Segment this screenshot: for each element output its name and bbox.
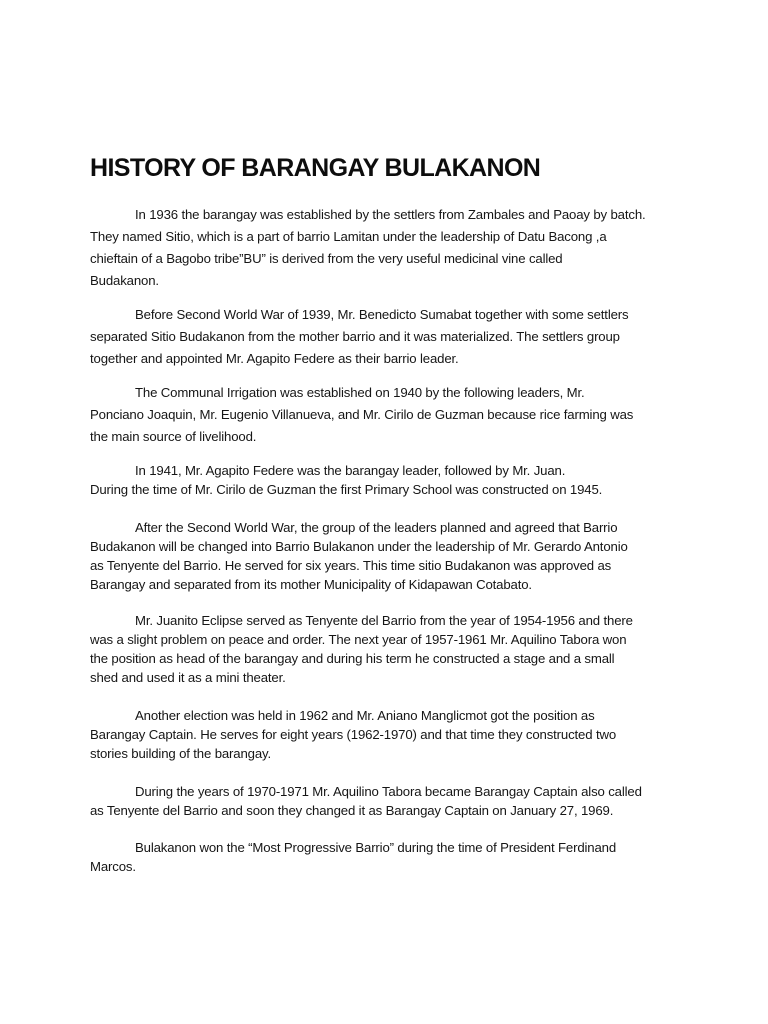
paragraph-post-war-renaming bbox=[90, 518, 690, 594]
paragraph-line: They named Sitio, which is a part of barrio Lamitan under the leadership of Datu Bacong ,a bbox=[90, 229, 607, 244]
paragraph-1970-1971-captain bbox=[90, 782, 690, 820]
paragraph-line: In 1941, Mr. Agapito Federe was the barangay leader, followed by Mr. Juan. bbox=[135, 463, 566, 478]
paragraph-most-progressive-barrio bbox=[90, 838, 690, 876]
paragraph-1962-election bbox=[90, 706, 690, 763]
paragraph-line: After the Second World War, the group of the leaders planned and agreed that Barrio bbox=[135, 520, 618, 535]
paragraph-line: was a slight problem on peace and order. The next year of 1957-1961 Mr. Aquilino Tabora won bbox=[90, 632, 627, 647]
paragraph-sitio-separation bbox=[90, 304, 690, 370]
paragraph-line: Ponciano Joaquin, Mr. Eugenio Villanueva, and Mr. Cirilo de Guzman because rice farming was bbox=[90, 407, 634, 422]
paragraph-line: Another election was held in 1962 and Mr. Aniano Manglicmot got the position as bbox=[135, 708, 595, 723]
paragraph-1941-leaders bbox=[90, 461, 690, 499]
paragraph-line: Budakanon will be changed into Barrio Bulakanon under the leadership of Mr. Gerardo Antonio bbox=[90, 539, 628, 554]
paragraph-line: Bulakanon won the “Most Progressive Barrio” during the time of President Ferdinand bbox=[135, 840, 617, 855]
paragraph-line: Marcos. bbox=[90, 859, 136, 874]
paragraph-line: Barangay Captain. He serves for eight years (1962-1970) and that time they constructed two bbox=[90, 727, 617, 742]
paragraph-line: During the time of Mr. Cirilo de Guzman the first Primary School was constructed on 1945. bbox=[90, 482, 603, 497]
paragraph-line: as Tenyente del Barrio and soon they changed it as Barangay Captain on January 27, 1969. bbox=[90, 803, 614, 818]
paragraph-line: chieftain of a Bagobo tribe”BU” is derived from the very useful medicinal vine called bbox=[90, 251, 563, 266]
paragraph-line: separated Sitio Budakanon from the mother barrio and it was materialized. The settlers group bbox=[90, 329, 620, 344]
paragraph-line: In 1936 the barangay was established by the settlers from Zambales and Paoay by batch. bbox=[135, 207, 646, 222]
paragraph-line: Barangay and separated from its mother Municipality of Kidapawan Cotabato. bbox=[90, 577, 532, 592]
paragraph-communal-irrigation bbox=[90, 382, 690, 448]
paragraph-line: Mr. Juanito Eclipse served as Tenyente del Barrio from the year of 1954-1956 and there bbox=[135, 613, 633, 628]
paragraph-line: shed and used it as a mini theater. bbox=[90, 670, 286, 685]
paragraph-line: the position as head of the barangay and during his term he constructed a stage and a small bbox=[90, 651, 615, 666]
paragraph-line: During the years of 1970-1971 Mr. Aquilino Tabora became Barangay Captain also called bbox=[135, 784, 642, 799]
paragraph-line: The Communal Irrigation was established on 1940 by the following leaders, Mr. bbox=[135, 385, 585, 400]
paragraph-line: as Tenyente del Barrio. He served for six years. This time sitio Budakanon was approved as bbox=[90, 558, 612, 573]
paragraph-line: Before Second World War of 1939, Mr. Benedicto Sumabat together with some settlers bbox=[135, 307, 629, 322]
paragraph-line: together and appointed Mr. Agapito Federe as their barrio leader. bbox=[90, 351, 459, 366]
paragraph-line: Budakanon. bbox=[90, 273, 159, 288]
paragraph-line: stories building of the barangay. bbox=[90, 746, 272, 761]
paragraph-1936-establishment bbox=[90, 204, 690, 292]
page-title: HISTORY OF BARANGAY BULAKANON bbox=[90, 154, 541, 182]
paragraph-1954-1961-leaders bbox=[90, 611, 690, 687]
paragraph-line: the main source of livelihood. bbox=[90, 429, 257, 444]
